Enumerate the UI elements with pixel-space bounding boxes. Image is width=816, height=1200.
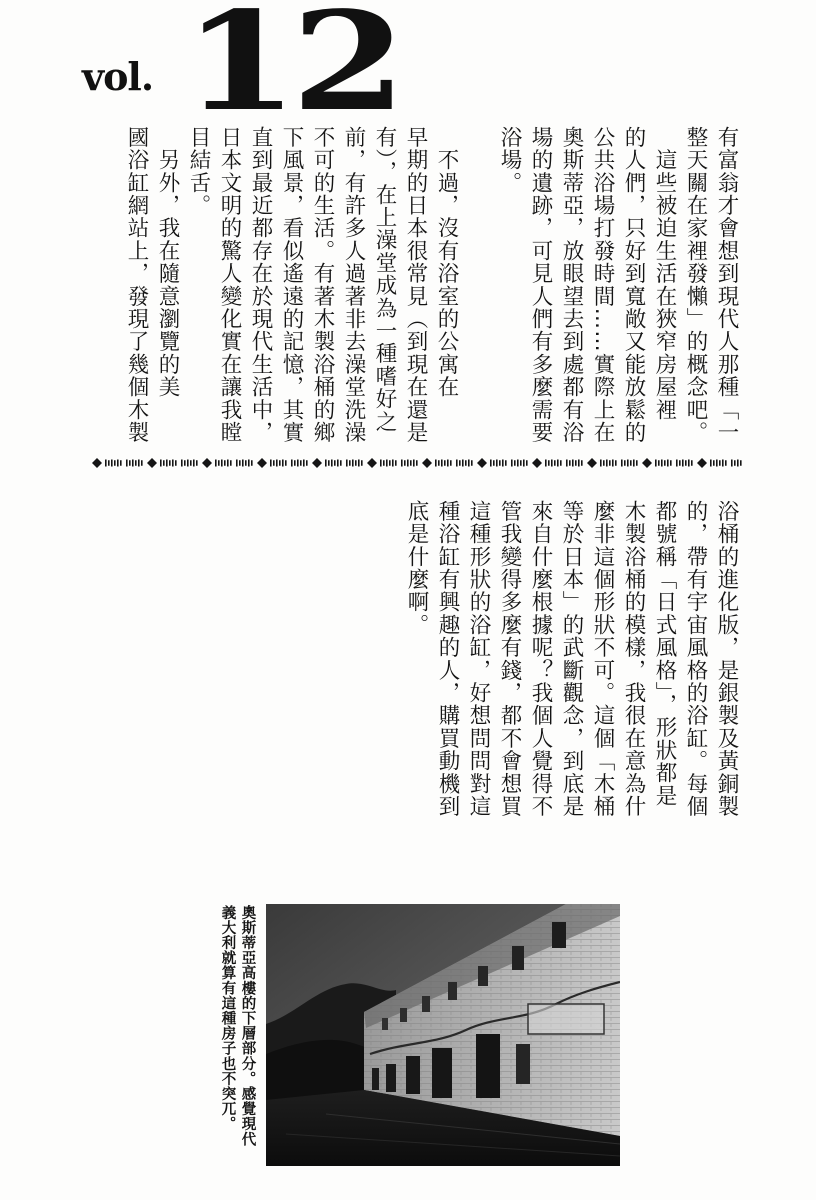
text-column: 公共浴場打發時間……實際上在 [590, 126, 615, 444]
text-column: 目結舌。 [186, 126, 211, 217]
text-column: 另外，我在隨意瀏覽的美 [155, 126, 180, 399]
text-column: 前，有許多人過著非去澡堂洗澡 [341, 126, 366, 444]
volume-prefix: vol. [82, 54, 154, 99]
text-column: 管我變得多麼有錢，都不會想買 [497, 500, 522, 818]
volume-number: 12 [183, 0, 400, 142]
text-column: 來自什麼根據呢？我個人覺得不 [528, 500, 553, 818]
text-column: 的，帶有宇宙風格的浴缸。每個 [683, 500, 708, 818]
text-column: 種浴缸有興趣的人，購買動機到 [435, 500, 460, 818]
text-column: 有），在上澡堂成為一種嗜好之 [372, 126, 397, 434]
text-column: 早期的日本很常見（到現在還是 [403, 126, 428, 444]
text-column: 下風景，看似遙遠的記憶，其實 [279, 126, 304, 444]
text-column: 浴場。 [497, 126, 522, 195]
text-column: 這些被迫生活在狹窄房屋裡 [652, 126, 677, 422]
photo-caption-line: 奧斯蒂亞高樓的下層部分。感覺現代 [239, 905, 256, 1147]
photo-caption-line: 義大利就算有這種房子也不突兀。 [219, 905, 236, 1132]
text-column: 浴桶的進化版，是銀製及黃銅製 [714, 500, 739, 818]
text-column: 底是什麼啊。 [404, 500, 429, 637]
text-column: 場的遺跡，可見人們有多麼需要 [528, 126, 553, 444]
text-column: 整天關在家裡發懶」的概念吧。 [683, 126, 708, 444]
text-column: 這種形狀的浴缸，好想問問對這 [466, 500, 491, 818]
text-column: 直到最近都存在於現代生活中， [248, 126, 273, 444]
text-column: 不過，沒有浴室的公寓在 [434, 126, 459, 399]
text-column: 都號稱「日式風格」，形狀都是 [652, 500, 677, 808]
text-column: 麼非這個形狀不可。這個「木桶 [590, 500, 615, 818]
text-column: 不可的生活。有著木製浴桶的鄉 [310, 126, 335, 444]
text-column: 日本文明的驚人變化實在讓我瞠 [217, 126, 242, 444]
text-column: 木製浴桶的模樣，我很在意為什 [621, 500, 646, 818]
text-column: 國浴缸網站上，發現了幾個木製 [124, 126, 149, 444]
ostia-building-photo [266, 904, 620, 1166]
decorative-divider [90, 456, 742, 470]
text-column: 等於日本」的武斷觀念，到底是 [559, 500, 584, 818]
text-column: 有富翁才會想到現代人那種「一 [714, 126, 739, 444]
text-column: 奧斯蒂亞，放眼望去到處都有浴 [559, 126, 584, 444]
text-column: 的人們，只好到寬敞又能放鬆的 [621, 126, 646, 444]
